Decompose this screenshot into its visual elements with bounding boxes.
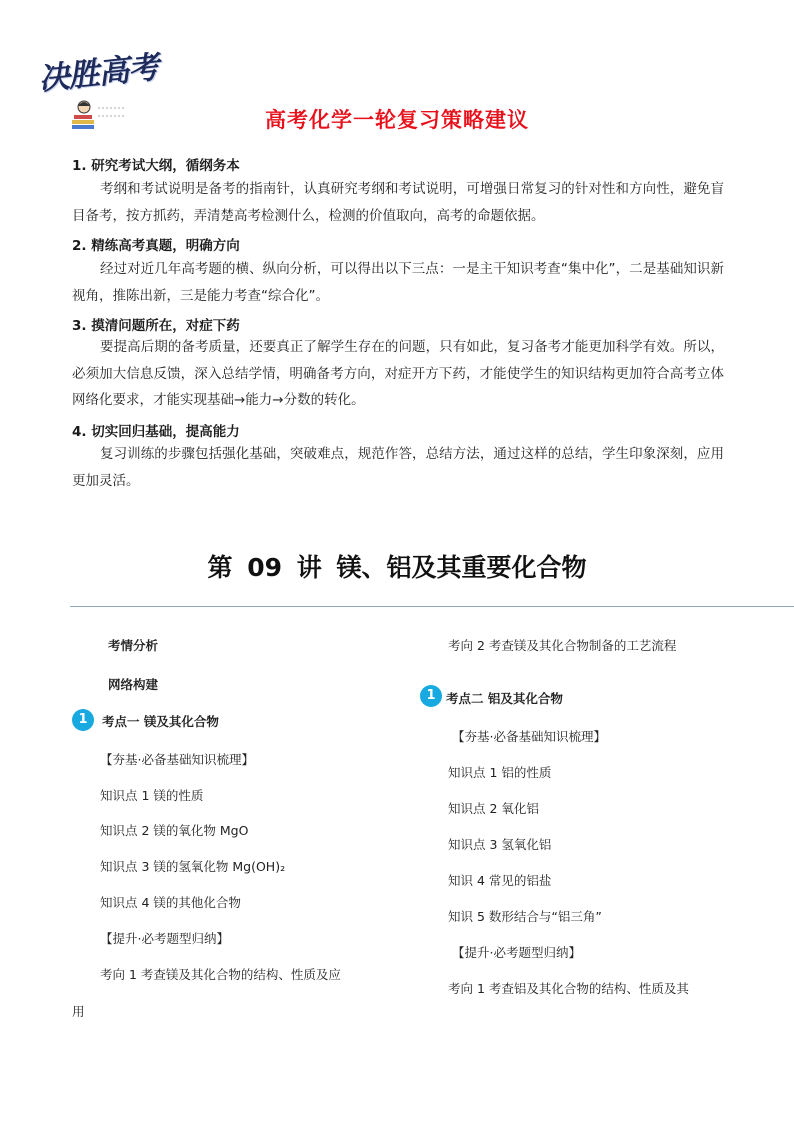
strategy-body-1: 考纲和考试说明是备考的指南针，认真研究考纲和考试说明，可增强日常复习的针对性和方向性，避免盲目备考，按方抓药，弄清楚高考检测什么，检测的价值取向，高考的命题依据。: [72, 181, 724, 224]
toc-improve-left: 【提升·必考题型归纳】: [100, 931, 229, 946]
toc-left-k1: 知识点 1 镁的性质: [100, 788, 204, 803]
toc-left-d1-line1: 考向 1 考查镁及其化合物的结构、性质及应: [100, 967, 341, 982]
strategy-heading-3: 3. 摸清问题所在，对症下药: [72, 318, 240, 334]
toc-right-d2: 考向 2 考查镁及其化合物制备的工艺流程: [448, 638, 677, 653]
toc-point-1: 考点一 镁及其化合物: [102, 714, 219, 729]
toc-right-k3: 知识点 3 氢氧化铝: [448, 837, 552, 852]
toc-right-k1: 知识点 1 铝的性质: [448, 765, 552, 780]
toc-right-k4: 知识 4 常见的铝盐: [448, 873, 552, 888]
point-2-number-badge: 1: [420, 685, 442, 707]
strategy-heading-1: 1. 研究考试大纲，循纲务本: [72, 158, 240, 174]
logo-text: 决胜高考: [36, 49, 160, 98]
strategy-heading-4: 4. 切实回归基础，提高能力: [72, 424, 240, 440]
toc-right-k5: 知识 5 数形结合与“铝三角”: [448, 909, 602, 924]
main-title: 高考化学一轮复习策略建议: [265, 108, 529, 132]
strategy-body-3: 要提高后期的备考质量，还要真正了解学生存在的问题，只有如此，复习备考才能更加科学有效。所以，必须加大信息反馈，深入总结学情，明确备考方向，对症开方下药，才能使学生的知识结构更加符合高考立体网络化要求，才能实现基础→能力→分数的转化。: [72, 339, 724, 408]
toc-left-k4: 知识点 4 镁的其他化合物: [100, 895, 241, 910]
chapter-title: 第 09 讲 镁、铝及其重要化合物: [207, 553, 587, 582]
toc-improve-right: 【提升·必考题型归纳】: [452, 945, 581, 960]
toc-basics-right: 【夯基·必备基础知识梳理】: [452, 729, 606, 744]
toc-left-k2: 知识点 2 镁的氧化物 MgO: [100, 823, 249, 838]
divider: [70, 606, 794, 607]
toc-basics-left: 【夯基·必备基础知识梳理】: [100, 752, 254, 767]
toc-left-k3: 知识点 3 镁的氢氧化物 Mg(OH)₂: [100, 859, 286, 874]
strategy-body-2: 经过对近几年高考题的横、纵向分析，可以得出以下三点：一是主干知识考查“集中化”，二是基础知识新视角，推陈出新，三是能力考查“综合化”。: [72, 261, 724, 304]
strategy-heading-2: 2. 精练高考真题，明确方向: [72, 238, 240, 254]
toc-left-d1-line2: 用: [72, 1004, 85, 1019]
toc-network: 网络构建: [108, 677, 159, 692]
toc-analysis: 考情分析: [108, 638, 159, 653]
toc-point-2: 考点二 铝及其化合物: [446, 691, 563, 706]
toc-right-d1: 考向 1 考查铝及其化合物的结构、性质及其: [448, 981, 689, 996]
point-1-number-badge: 1: [72, 709, 94, 731]
toc-right-k2: 知识点 2 氧化铝: [448, 801, 539, 816]
strategy-body-4: 复习训练的步骤包括强化基础，突破难点，规范作答，总结方法，通过这样的总结，学生印象深刻，应用更加灵活。: [72, 446, 724, 489]
